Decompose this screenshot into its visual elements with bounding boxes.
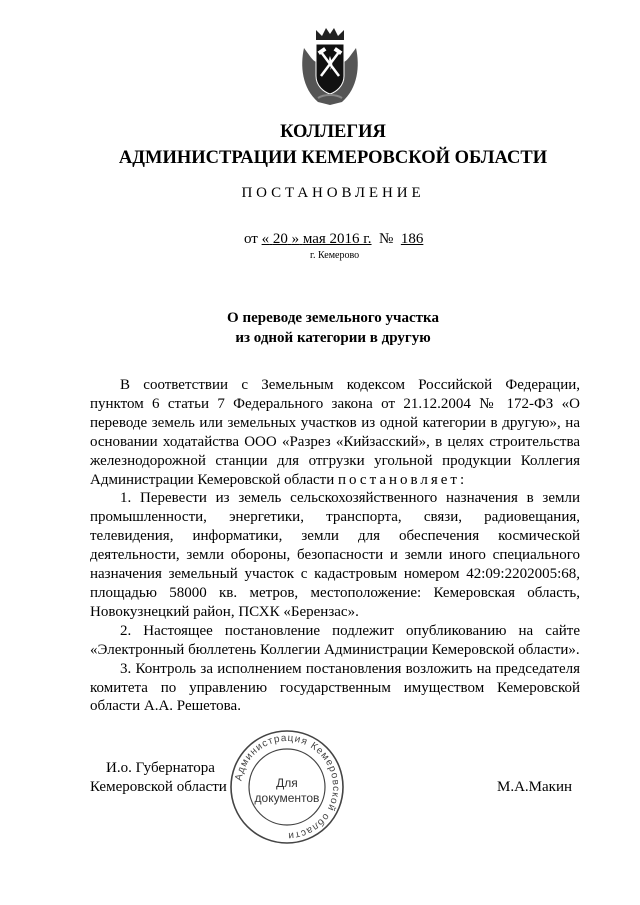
date-line [244,231,423,248]
stamp-center-line2: документов [254,791,320,805]
subject-line2: из одной категории в другую [235,330,431,346]
document-body [90,376,580,716]
resolves-word: постановляет: [338,471,468,488]
org-title-line2: АДМИНИСТРАЦИИ КЕМЕРОВСКОЙ ОБЛАСТИ [118,148,548,168]
signatory-title: И.о. Губернатора [106,760,215,776]
stamp-ring-text: Администрация Кемеровской области [233,732,342,842]
date-month-year: мая 2016 г. [302,231,372,247]
day-close-quote: » [291,231,300,247]
org-title-line1: КОЛЛЕГИЯ [280,122,386,142]
city: г. Кемерово [310,250,360,261]
subject-line1: О переводе земельного участка [227,310,439,326]
coat-of-arms-icon [298,26,362,106]
date-day-field [262,231,303,247]
signatory-region: Кемеровской области [90,779,227,795]
date-prefix: от [244,231,258,247]
number-sign: № [379,231,394,247]
stamp-center-line1: Для [276,776,298,790]
date-day: 20 [272,231,288,247]
preamble-paragraph [90,376,580,489]
preamble-text: В соответствии с Земельным кодексом Российской Федерации, пунктом 6 статьи 7 Федерального закона от 21.12.2004 № 172-ФЗ «О переводе земель или земельных участков из одной категории в другую», на основании ходатайства ООО «Разрез «Кийзасский», в целях строительства железнодорожной станции для отгрузки угольной продукции Коллегия Администрации Кемеровской области [90,377,580,488]
signatory-name: М.А.Макин [497,779,573,795]
document-type: ПОСТАНОВЛЕНИЕ [241,185,425,201]
document-number: 186 [400,231,424,247]
item-3: 3. Контроль за исполнением постановления возложить на председателя комитета по управлению государственным имуществом Кемеровской области А.А. Решетова. [90,660,580,715]
item-2: 2. Настоящее постановление подлежит опубликованию на сайте «Электронный бюллетень Коллегии Администрации Кемеровской области». [90,622,580,658]
day-open-quote: « [261,231,270,247]
item-1: 1. Перевести из земель сельскохозяйственного назначения в земли промышленности, энергетики, транспорта, связи, радиовещания, телевидения, информатики, земли для обеспечения космической деятельности, земли обороны, безопасности и земли иного специального назначения земельный участок с кадастровым номером 42:09:2202005:68, площадью 58000 кв. метров, местоположение: Кемеровская область, Новокузнецкий район, ПСХК «Берензас». [90,490,580,620]
